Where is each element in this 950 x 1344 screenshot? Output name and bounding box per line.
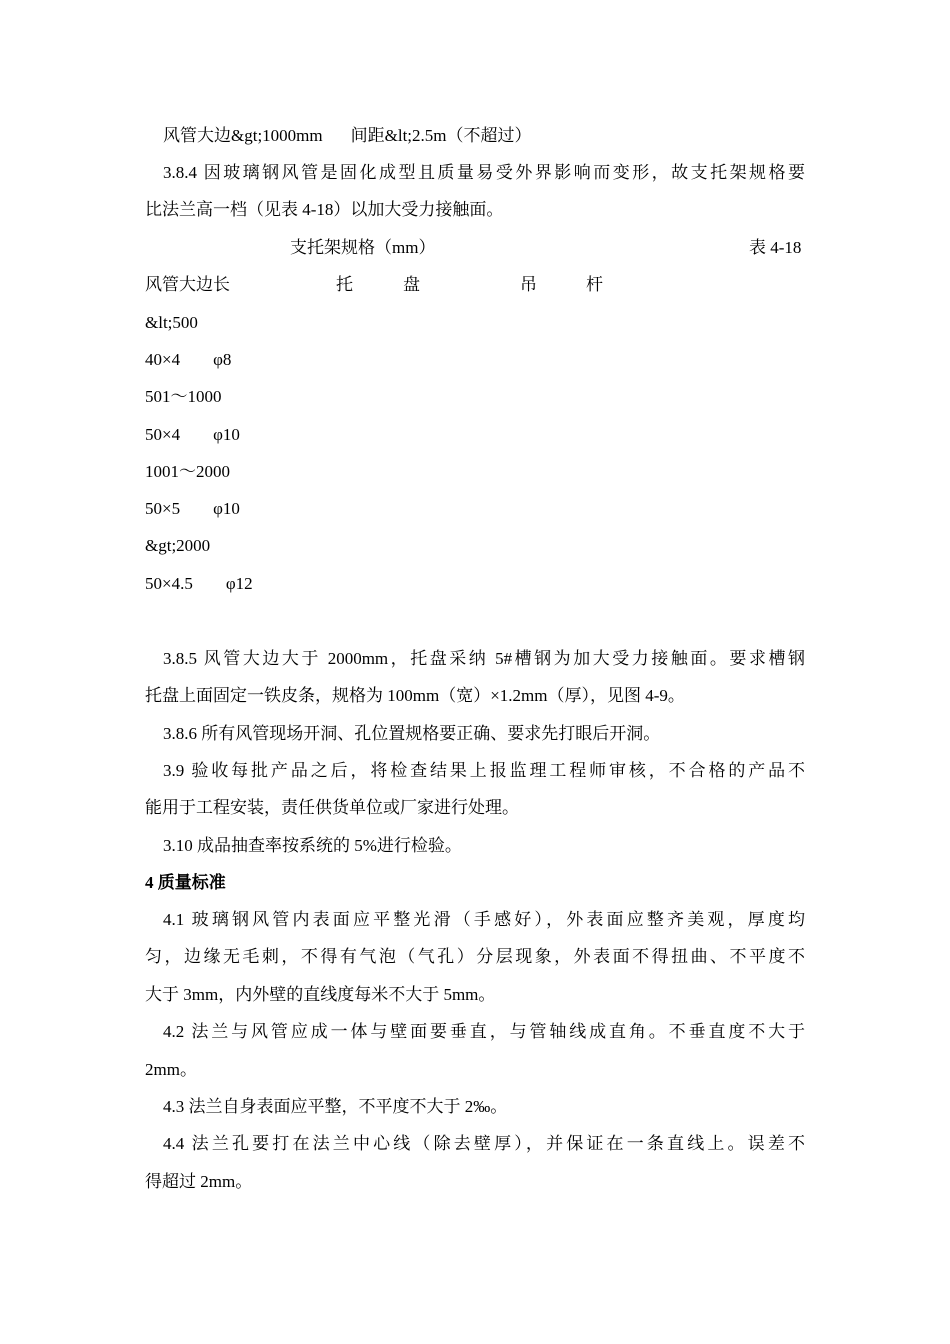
paragraph-4-1-line-1: 4.1 玻璃钢风管内表面应平整光滑（手感好），外表面应整齐美观，厚度均: [163, 910, 805, 929]
paragraph-3-10: 3.10 成品抽查率按系统的 5%进行检验。: [163, 836, 462, 855]
paragraph-3-8-4-line-2: 比法兰高一档（见表 4-18）以加大受力接触面。: [145, 200, 504, 219]
paragraph-4-4-line-2: 得超过 2mm。: [145, 1172, 253, 1191]
table-header-rod-1: 吊: [520, 275, 537, 294]
table-row-size: &lt;500: [145, 313, 198, 332]
section-heading-4: 4 质量标准: [145, 873, 226, 892]
table-header-tray-2: 盘: [403, 275, 420, 294]
paragraph-3-9-line-2: 能用于工程安装，责任供货单位或厂家进行处理。: [145, 798, 519, 817]
tray-spec: 40×4: [145, 350, 181, 369]
rod-spec: φ8: [213, 350, 232, 369]
tray-spec: 50×4: [145, 425, 181, 444]
table-header-size: 风管大边长: [145, 275, 230, 294]
paragraph-3-8-5-line-1: 3.8.5 风管大边大于 2000mm，托盘采纳 5#槽钢为加大受力接触面。要求槽钢: [163, 649, 805, 668]
table-row-size: 1001～2000: [145, 462, 230, 481]
paragraph-4-3: 4.3 法兰自身表面应平整，不平度不大于 2‰。: [163, 1097, 508, 1116]
table-header-rod-2: 杆: [586, 275, 603, 294]
table-header-tray-1: 托: [336, 275, 353, 294]
paragraph-4-1-line-3: 大于 3mm，内外壁的直线度每米不大于 5mm。: [145, 985, 496, 1004]
tray-spec: 50×4.5: [145, 574, 193, 593]
rod-spec: φ10: [213, 499, 240, 518]
spacing-line: [163, 125, 532, 147]
paragraph-4-4-line-1: 4.4 法兰孔要打在法兰中心线（除去壁厚），并保证在一条直线上。误差不: [163, 1134, 805, 1153]
paragraph-4-2-line-1: 4.2 法兰与风管应成一体与壁面要垂直，与管轴线成直角。不垂直度不大于: [163, 1022, 805, 1041]
table-number: 表 4-18: [749, 238, 802, 257]
spacing-condition: 风管大边&gt;1000mm: [163, 126, 323, 145]
table-row-values: [145, 424, 240, 446]
table-row-values: [145, 573, 253, 595]
rod-spec: φ10: [213, 425, 240, 444]
paragraph-4-1-line-2: 匀，边缘无毛刺，不得有气泡（气孔）分层现象，外表面不得扭曲、不平度不: [145, 947, 805, 966]
table-row-size: 501～1000: [145, 387, 222, 406]
tray-spec: 50×5: [145, 499, 181, 518]
table-row-values: [145, 349, 231, 371]
table-title: 支托架规格（mm）: [290, 238, 436, 257]
rod-spec: φ12: [225, 574, 253, 593]
paragraph-3-8-4-line-1: 3.8.4 因玻璃钢风管是固化成型且质量易受外界影响而变形，故支托架规格要: [163, 163, 805, 182]
spacing-value: 间距&lt;2.5m（不超过）: [350, 126, 532, 145]
paragraph-4-2-line-2: 2mm。: [145, 1060, 197, 1079]
paragraph-3-8-6: 3.8.6 所有风管现场开洞、孔位置规格要正确、要求先打眼后开洞。: [163, 724, 661, 743]
table-row-values: [145, 498, 240, 520]
table-row-size: &gt;2000: [145, 536, 211, 555]
paragraph-3-8-5-line-2: 托盘上面固定一铁皮条，规格为 100mm（宽）×1.2mm（厚），见图 4-9。: [145, 686, 685, 705]
paragraph-3-9-line-1: 3.9 验收每批产品之后，将检查结果上报监理工程师审核，不合格的产品不: [163, 761, 805, 780]
